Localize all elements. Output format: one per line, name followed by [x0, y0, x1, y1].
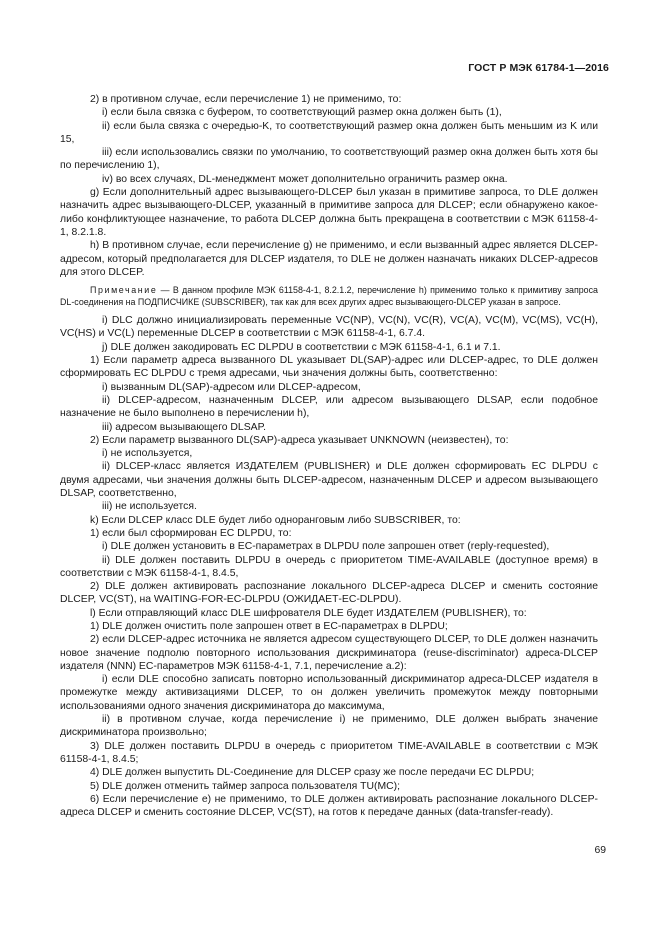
paragraph: ii) DLE должен поставить DLPDU в очередь с приоритетом TIME-AVAILABLE (доступное время) в соответствии с МЭК 61158-4-1, 8.4.5,: [60, 554, 598, 579]
paragraph-block-2: [60, 314, 598, 819]
paragraph: 2) DLE должен активировать распознание локального DLCEP-адреса DLCEP и сменить состояние DLCEP, VC(ST), на WAITING-FOR-EC-DLPDU (ОЖИДАЕТ-EC-DLPDU).: [60, 581, 598, 606]
paragraph: 3) DLE должен поставить DLPDU в очередь с приоритетом TIME-AVAILABLE в соответствии с МЭК 61158-4-1, 8.4.5;: [60, 740, 598, 765]
note-label: Примечание: [90, 285, 158, 296]
paragraph: iii) не используется.: [102, 501, 197, 513]
paragraph: iv) во всех случаях, DL-менеджмент может дополнительно ограничить размер окна.: [102, 173, 508, 185]
page-header: ГОСТ Р МЭК 61784-1—2016: [468, 62, 609, 74]
paragraph: i) вызванным DL(SAP)-адресом или DLCEP-адресом,: [102, 381, 361, 393]
paragraph: i) если DLE способно записать повторно использованный дискриминатор адреса-DLCEP издателя в промежутке между активизациями DLCEP, то он должен увеличить промежуток между повторными использованиями одного значения дискриминатора до максимума,: [60, 674, 598, 712]
paragraph: k) Если DLCEP класс DLE будет либо одноранговым либо SUBSCRIBER, то:: [90, 514, 461, 526]
paragraph: ii) если была связка с очередью-K, то соответствующий размер окна должен быть меньшим из K или 15,: [60, 120, 598, 145]
page-number: 69: [594, 845, 606, 856]
paragraph: ii) DLCEP-адресом, назначенным DLCEP, или адресом вызывающего DLSAP, если подобное назначение не было выполнено в перечислении h),: [60, 394, 598, 420]
paragraph: j) DLE должен закодировать EC DLPDU в соответствии с МЭК 61158-4-1, 6.1 и 7.1.: [102, 341, 501, 353]
paragraph: 2) если DLCEP-адрес источника не является адресом существующего DLCEP, то DLE должен назначить новое значение подполю повторного использования дискриминатора (reuse-discriminator) адреса-DLCEP издателя (NNN) EC-параметров МЭК 61158-4-1, 7.1, перечисление а.2):: [60, 634, 598, 672]
document-body: [60, 93, 598, 819]
paragraph: i) если была связка с буфером, то соответствующий размер окна должен быть (1),: [102, 107, 502, 119]
paragraph: i) DLE должен установить в EC-параметрах в DLPDU поле запрошен ответ (reply-requested),: [102, 541, 550, 553]
paragraph: 2) в противном случае, если перечисление 1) не применимо, то:: [90, 94, 402, 105]
paragraph: 6) Если перечисление е) не применимо, то DLE должен активировать распознание локального DLCEP-адреса DLCEP и сменить состояние DLCEP, VC(ST), на готов к передаче данных (data-transfer-ready).: [60, 793, 598, 819]
paragraph: g) Если дополнительный адрес вызывающего-DLCEP был указан в примитиве запроса, то DLE должен назначить адрес вызывающего-DLCEP, указанный в примитиве запроса для DLCEP; если обнаружено какое-либо конфликтующее назначение, то работа DLCEP должна быть прекращена в соответствии с МЭК 61158-4-1, 8.2.1.8.: [60, 187, 598, 238]
note: [60, 284, 598, 308]
paragraph: 1) Если параметр адреса вызванного DL указывает DL(SAP)-адрес или DLCEP-адрес, то DLE должен сформировать EC DLPDU с тремя адресами, чьи значения должны быть, соответственно:: [60, 355, 598, 380]
note-text: — В данном профиле МЭК 61158-4-1, 8.2.1.2, перечисление h) применимо только к примитиву запроса DL-соединения на ПОДПИСЧИКЕ (SUBSCRIBER), так как для всех других адрес вызывающего-DLCEP указан в запросе.: [60, 285, 598, 308]
paragraph: ii) DLCEP-класс является ИЗДАТЕЛЕМ (PUBLISHER) и DLE должен сформировать EC DLPDU с двумя адресами, чьи значения должны быть DLCEP-адресом, назначенным DLCEP и адресом вызывающего DLSAP, соответственно,: [60, 461, 598, 500]
paragraph: ii) в противном случае, когда перечисление i) не применимо, DLE должен выбрать значение дискриминатора произвольно;: [60, 714, 598, 739]
paragraph: 1) если был сформирован EC DLPDU, то:: [90, 527, 292, 539]
paragraph: iii) если использовались связки по умолчанию, то соответствующий размер окна должен быть хотя бы по перечислению 1),: [60, 147, 598, 172]
paragraph: i) не используется,: [102, 448, 193, 460]
paragraph-block-1: [60, 93, 598, 279]
paragraph: h) В противном случае, если перечисление g) не применимо, и если вызванный адрес является DLCEP-адресом, который предполагается для DLCEP издателя, то DLE не должен назначать никаких DLCEP-адресов для этого DLCEP.: [60, 240, 598, 278]
paragraph: 2) Если параметр вызванного DL(SAP)-адреса указывает UNKNOWN (неизвестен), то:: [90, 434, 509, 446]
paragraph: 1) DLE должен очистить поле запрошен ответ в EC-параметрах в DLPDU;: [90, 620, 448, 632]
paragraph: 4) DLE должен выпустить DL-Соединение для DLCEP сразу же после передачи EC DLPDU;: [90, 767, 535, 779]
paragraph: 5) DLE должен отменить таймер запроса пользователя TU(MC);: [90, 780, 400, 792]
paragraph: l) Если отправляющий класс DLE шифрователя DLE будет ИЗДАТЕЛЕМ (PUBLISHER), то:: [90, 607, 527, 619]
paragraph: iii) адресом вызывающего DLSAP.: [102, 421, 267, 433]
paragraph: i) DLC должно инициализировать переменные VC(NP), VC(N), VC(R), VC(A), VC(M), VC(MS), VC(H), VC(HS) и VC(L) переменные DLCEP в соответствии с МЭК 61158-4-1, 6.7.4.: [60, 315, 598, 340]
